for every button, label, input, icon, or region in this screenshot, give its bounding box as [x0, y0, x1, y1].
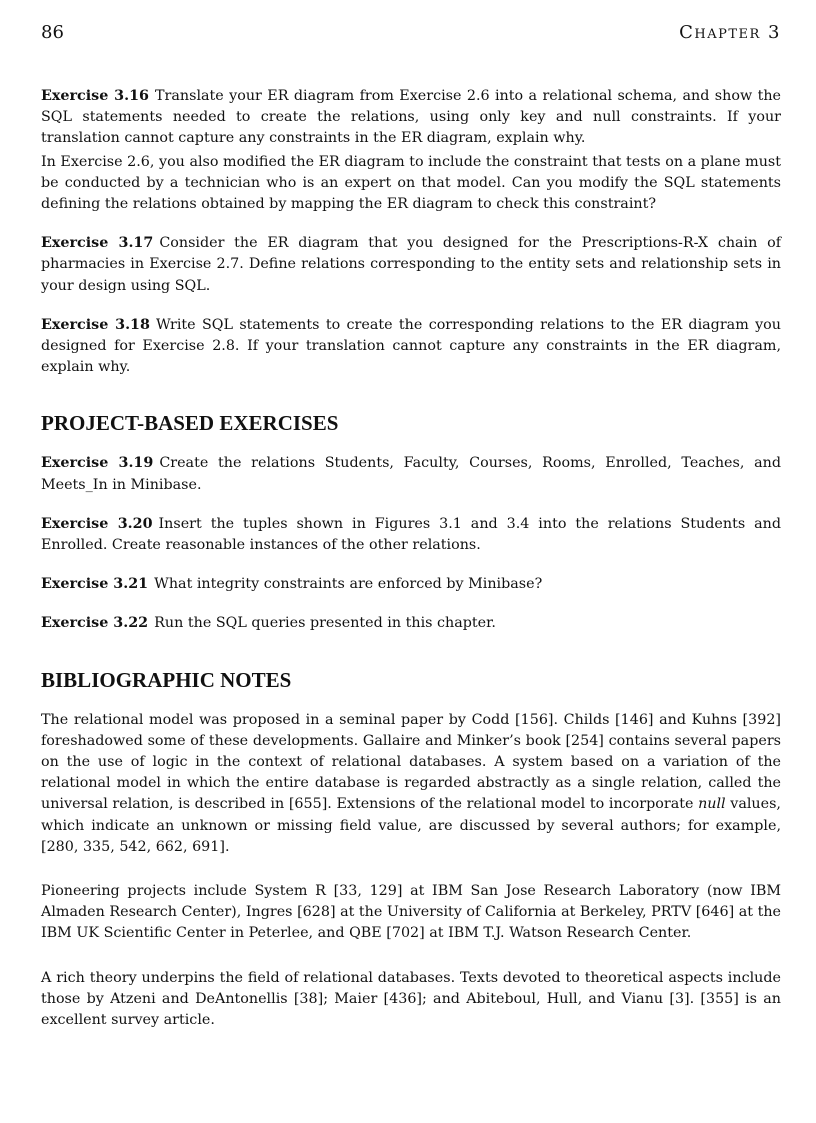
bibliography-paragraph-2: Pioneering projects include System R [33, 129] at IBM San Jose Research Laboratory (now IBM Almaden Research Center), Ingres [628] at the University of California at Berkeley, PRTV [646] at the IBM UK Scientific Center in Peterlee, and QBE [702] at IBM T.J. Watson Research Center. [41, 883, 781, 942]
exercise-3-19 [41, 453, 781, 495]
exercise-3-16 [41, 86, 781, 150]
exercise-label: Exercise 3.19 [41, 455, 154, 472]
exercise-3-18 [41, 315, 781, 379]
exercise-3-20 [41, 514, 781, 556]
exercise-text: Insert the tuples shown in Figures 3.1 and 3.4 into the relations Students and Enrolled. Create reasonable instances of the other relations. [41, 515, 781, 554]
exercise-text: Translate your ER diagram from Exercise 2.6 into a relational schema, and show the SQL statements needed to create the relations, using only key and null constraints. If your translation cannot capture any constraints in the ER diagram, explain why. [41, 88, 781, 147]
exercise-label: Exercise 3.22 [41, 615, 149, 632]
exercise-text: Run the SQL queries presented in this chapter. [154, 615, 496, 632]
exercise-3-16-followup: In Exercise 2.6, you also modified the ER diagram to include the constraint that tests on a plane must be conducted by a technician who is an expert on that model. Can you modify the SQL statements defining the relations obtained by mapping the ER diagram to check this constraint? [41, 153, 781, 213]
exercise-label: Exercise 3.20 [41, 515, 153, 532]
bibliography-paragraph-1: The relational model was proposed in a seminal paper by Codd [156]. Childs [146] and Kuhns [392] foreshadowed some of these developments. Gallaire and Minker’s book [254] contains several papers on the use of logic in the context of relational databases. A system based on a variation of the relational model in which the entire database is regarded abstractly as a single relation, called the universal relation, is described in [655]. Extensions of the relational model to incorporate null values, which indicate an unknown or missing field value, are discussed by several authors; for example, [280, 335, 542, 662, 691]. [41, 711, 781, 855]
exercise-text: Create the relations Students, Faculty, Courses, Rooms, Enrolled, Teaches, and Meets_In in Minibase. [41, 455, 781, 493]
page-content [41, 86, 781, 1031]
page-header [41, 22, 781, 46]
exercise-3-21 [41, 574, 781, 595]
project-section-heading: PROJECT-BASED EXERCISES [41, 411, 339, 436]
exercise-3-17 [41, 233, 781, 297]
bibliography-heading: BIBLIOGRAPHIC NOTES [41, 667, 292, 692]
bibliography-paragraph-3: A rich theory underpins the field of relational databases. Texts devoted to theoretical aspects include those by Atzeni and DeAntonellis [38]; Maier [436]; and Abiteboul, Hull, and Vianu [3]. [355] is an excellent survey article. [41, 969, 781, 1029]
exercise-label: Exercise 3.16 [41, 88, 149, 104]
exercise-label: Exercise 3.21 [41, 576, 149, 593]
exercise-label: Exercise 3.18 [41, 316, 150, 333]
null-term: null [698, 796, 726, 813]
page-number: 86 [41, 22, 64, 43]
exercise-text: Consider the ER diagram that you designed for the Prescriptions-R-X chain of pharmacies in Exercise 2.7. Define relations corresponding to the entity sets and relationship sets in your design using SQL. [41, 235, 781, 294]
chapter-label: Chapter 3 [679, 22, 781, 43]
exercise-text: What integrity constraints are enforced by Minibase? [154, 576, 543, 593]
exercise-label: Exercise 3.17 [41, 235, 154, 252]
exercise-text: Write SQL statements to create the corresponding relations to the ER diagram you designed for Exercise 2.8. If your translation cannot capture any constraints in the ER diagram, explain why. [41, 316, 781, 376]
exercise-3-22 [41, 613, 781, 634]
